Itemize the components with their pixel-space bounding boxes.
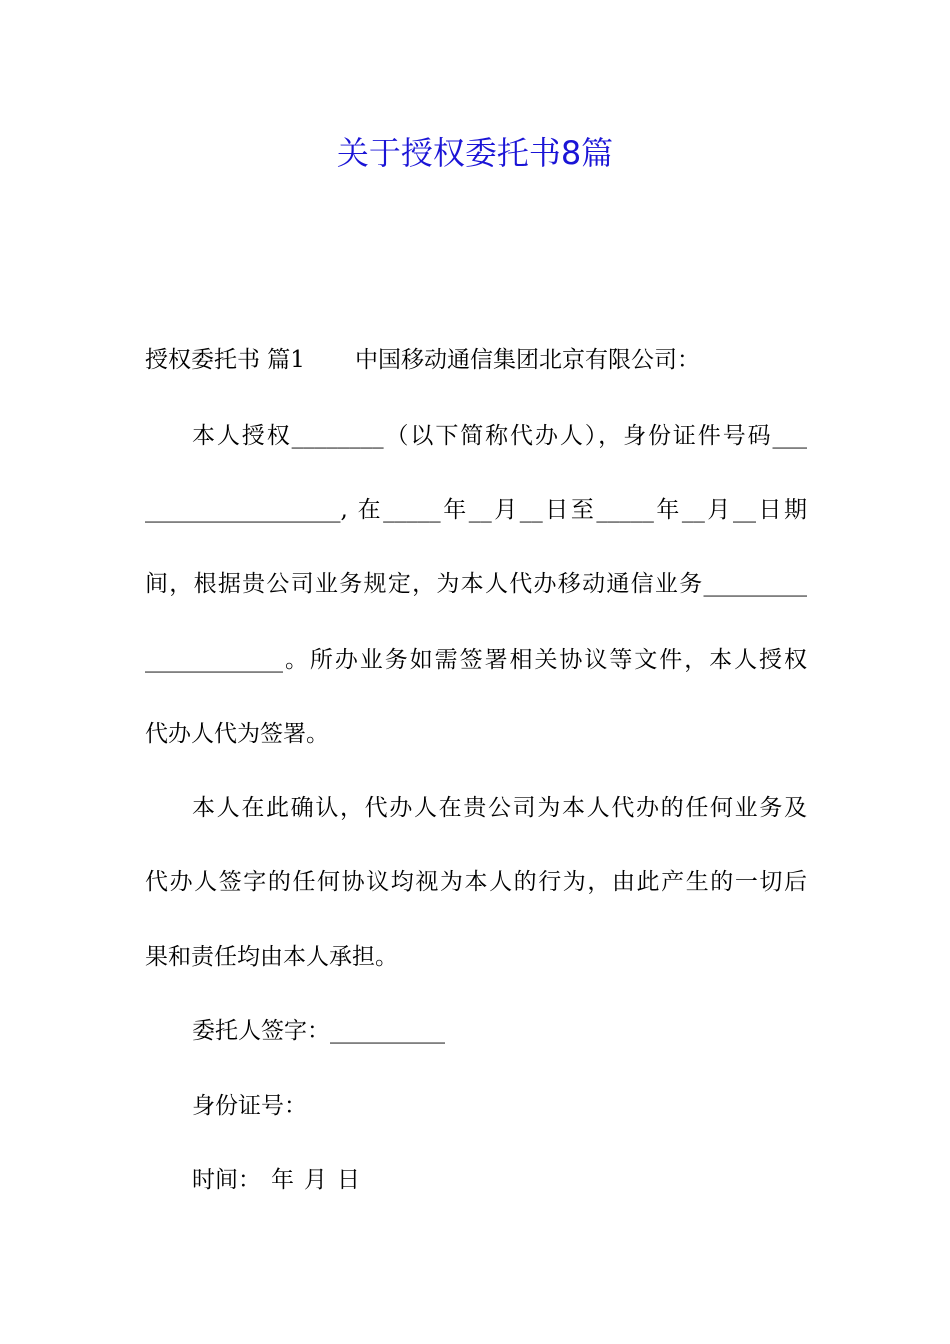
paragraph1-line4: ____________。所办业务如需签署相关协议等文件，本人授权	[145, 647, 807, 673]
signature-line: 委托人签字：__________	[192, 1018, 445, 1044]
recipient-name: 中国移动通信集团北京有限公司：	[354, 347, 700, 373]
section-heading: 授权委托书 篇1	[145, 347, 305, 373]
paragraph1-line2: _________________, 在_____年__月__日至_____年__月__日期	[145, 497, 807, 523]
day-label: 日	[337, 1167, 360, 1193]
paragraph1-line3: 间，根据贵公司业务规定，为本人代办移动通信业务_________	[145, 571, 807, 597]
time-label: 时间：	[192, 1167, 261, 1193]
paragraph1-line5: 代办人代为签署。	[145, 721, 329, 747]
year-label: 年	[271, 1167, 294, 1193]
month-label: 月	[304, 1167, 327, 1193]
paragraph2-line1: 本人在此确认，代办人在贵公司为本人代办的任何业务及	[192, 795, 807, 821]
time-line	[145, 1160, 360, 1200]
paragraph1-line1: 本人授权________（以下简称代办人），身份证件号码___	[192, 423, 807, 449]
paragraph2-line2: 代办人签字的任何协议均视为本人的行为，由此产生的一切后	[145, 869, 807, 895]
paragraph2-line3: 果和责任均由本人承担。	[145, 944, 398, 970]
id-number-line: 身份证号：	[192, 1093, 307, 1119]
heading-line	[145, 340, 700, 380]
document-title: 关于授权委托书8篇	[336, 134, 614, 172]
